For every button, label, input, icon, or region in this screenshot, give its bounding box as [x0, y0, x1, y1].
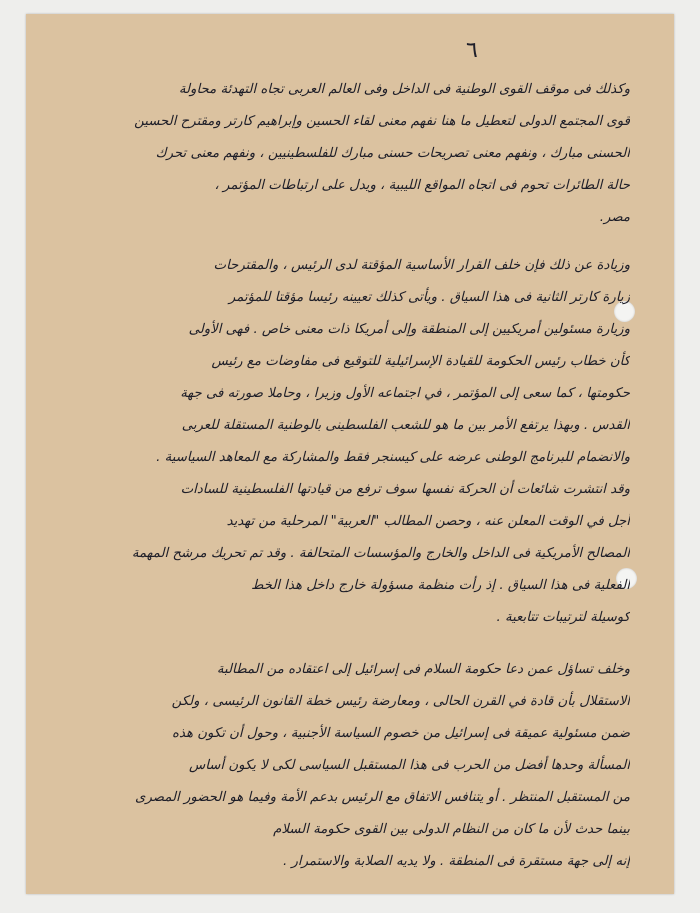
text-line: كأن خطاب رئيس الحكومة للقيادة الإسرائيلية للتوقيع فى مفاوضات مع رئيس: [211, 354, 630, 369]
text-line: كوسيلة لترتيبات تتابعية .: [496, 610, 630, 625]
text-line: الفعلية فى هذا السياق . إذ رأت منظمة مسؤولة خارج داخل هذا الخط: [251, 578, 630, 593]
text-line: وزيارة مسئولين أمريكيين إلى المنطقة وإلى أمريكا ذات معنى خاص . فهى الأولى: [188, 322, 630, 337]
paragraph: [74, 250, 630, 474]
letter-sheet: [26, 14, 674, 894]
text-line: بينما حدث لأن ما كان من النظام الدولى بين القوى حكومة السلام: [273, 822, 630, 837]
text-line: والانضمام للبرنامج الوطنى عرضه على كيسنجر فقط والمشاركة مع المعاهد السياسية .: [156, 450, 630, 465]
text-line: الاستقلال بأن قادة في القرن الحالى ، ومعارضة رئيس خطة القانون الرئيسى ، ولكن: [171, 694, 630, 709]
text-line: قوى المجتمع الدولى لتعطيل ما هنا نفهم معنى لقاء الحسين وإبراهيم كارتر ومقترح الحسين: [134, 114, 630, 129]
paragraph: [74, 654, 630, 846]
text-line: مصر.: [599, 210, 630, 225]
text-line: حكومتها ، كما سعى إلى المؤتمر ، في اجتماعه الأول وزيرا ، وحاملا صورته فى جهة: [180, 386, 630, 401]
text-line: المسألة وحدها أفضل من الحرب فى هذا المستقبل السياسى لكى لا يكون أساس: [188, 758, 630, 773]
text-line: وزيادة عن ذلك فإن خلف القرار الأساسية المؤقتة لدى الرئيس ، والمقترحات: [213, 258, 630, 273]
text-line: وخلف تساؤل عمن دعا حكومة السلام فى إسرائيل إلى اعتقاده من المطالبة: [216, 662, 630, 677]
text-line: أجل في الوقت المعلن عنه ، وحصن المطالب "العربية" المرحلية من تهديد: [226, 514, 630, 529]
text-line: إنه إلى جهة مستقرة فى المنطقة . ولا يديه الصلابة والاستمرار .: [283, 854, 630, 869]
text-line: ضمن مسئولية عميقة فى إسرائيل من خصوم السياسة الأجنبية ، وحول أن تكون هذه: [172, 726, 630, 741]
page-number: ٦: [466, 38, 478, 63]
text-line: الحسنى مبارك ، ونفهم معنى تصريحات حسنى مبارك للفلسطينيين ، ونفهم معنى تحرك: [155, 146, 630, 161]
text-line: حالة الطائرات تحوم فى اتجاه المواقع الليبية ، ويدل على ارتباطات المؤتمر ،: [214, 178, 630, 193]
handwritten-letter-body: [74, 74, 630, 878]
paragraph: [74, 846, 630, 878]
text-line: وكذلك فى موقف القوى الوطنية فى الداخل وفى العالم العربى تجاه التهدئة محاولة: [178, 82, 630, 97]
text-line: المصالح الأمريكية فى الداخل والخارج والمؤسسات المتحالفة . وقد تم تحريك مرشح المهمة: [131, 546, 630, 561]
paragraph: [74, 74, 630, 234]
text-line: زيارة كارتر الثانية فى هذا السياق . ويأتى كذلك تعيينه رئيسا مؤقتا للمؤتمر: [228, 290, 630, 305]
text-line: وقد انتشرت شائعات أن الحركة نفسها سوف ترفع من قيادتها الفلسطينية للسادات: [180, 482, 630, 497]
text-line: القدس . وبهذا يرتفع الأمر بين ما هو للشعب الفلسطينى بالوطنية المستقلة للعربى: [181, 418, 630, 433]
text-line: من المستقبل المنتظر . أو يتنافس الاتفاق مع الرئيس بدعم الأمة وفيما هو الحضور المصرى: [135, 790, 630, 805]
paragraph: [74, 474, 630, 634]
